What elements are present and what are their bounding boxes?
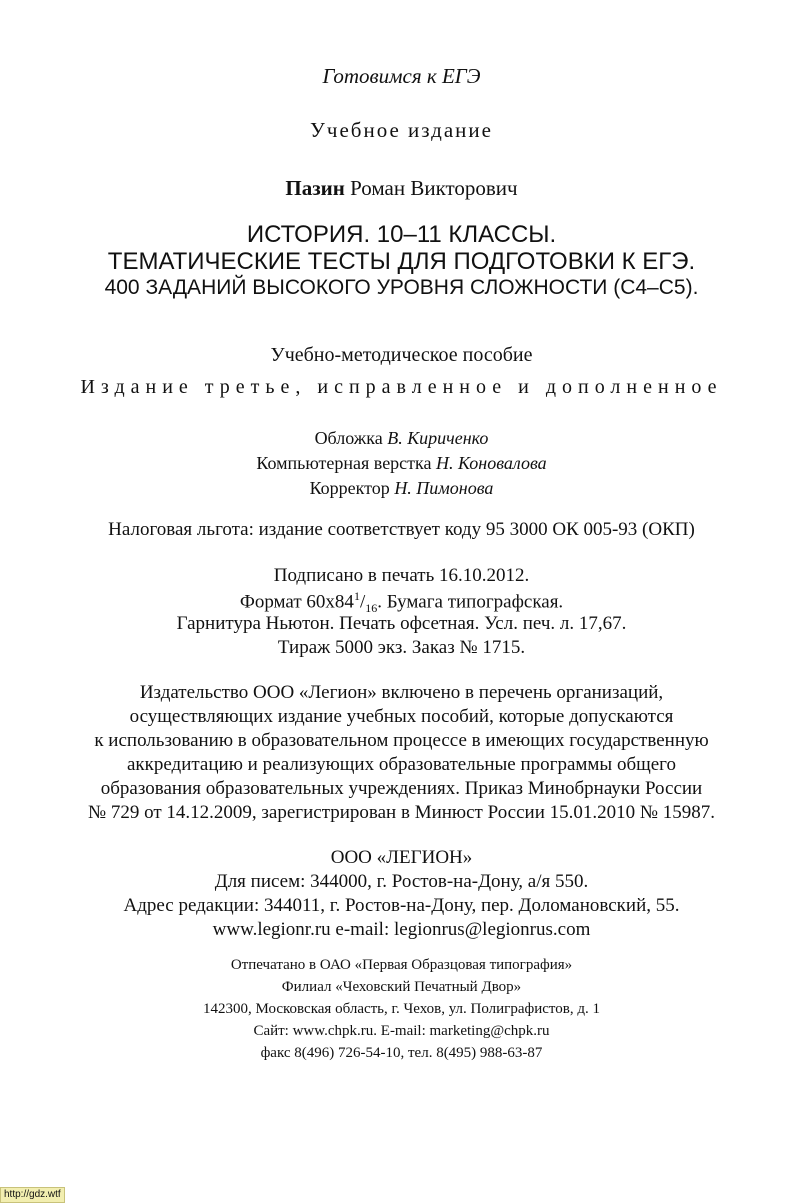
edition-type: Учебное издание (310, 118, 493, 142)
print-font: Гарнитура Ньютон. Печать офсетная. Усл. печ. л. 17,67. (176, 613, 627, 634)
format-numerator: 1 (353, 589, 360, 603)
print-run: Тираж 5000 экз. Заказ № 1715. (277, 637, 526, 658)
tax-note: Налоговая льгота: издание соответствует коду 95 3000 ОК 005-93 (ОКП) (108, 519, 695, 540)
source-watermark: http://gdz.wtf (0, 1187, 65, 1203)
print-signed: Подписано в печать 16.10.2012. (273, 565, 530, 586)
credit-proofreader (40, 478, 763, 499)
book-title-line-2: ТЕМАТИЧЕСКИЕ ТЕСТЫ ДЛЯ ПОДГОТОВКИ К ЕГЭ. (107, 248, 696, 275)
format-suffix: . Бумага типографская. (377, 591, 564, 613)
format-denominator: 16 (365, 601, 378, 616)
printer-line: 142300, Московская область, г. Чехов, ул. Полиграфистов, д. 1 (203, 1001, 600, 1017)
accreditation-line: Издательство ООО «Легион» включено в перечень организаций, (139, 682, 664, 703)
author-given-name: Роман Викторович (350, 176, 518, 200)
publisher-web: www.legionr.ru e-mail: legionrus@legionrus.com (212, 919, 591, 940)
accreditation-line: образования образовательных учреждениях. Приказ Минобрнауки России (100, 778, 703, 799)
credit-name: В. Кириченко (387, 428, 489, 448)
edition-statement: Издание третье, исправленное и дополненное (80, 376, 723, 398)
credit-name: Н. Пимонова (394, 478, 494, 498)
accreditation-line: к использованию в образовательном процессе в имеющих государственную (94, 730, 709, 751)
credit-layout (40, 453, 763, 474)
credit-role: Корректор (309, 478, 390, 498)
publisher-name: ООО «ЛЕГИОН» (330, 847, 473, 868)
series-name: Готовимся к ЕГЭ (322, 64, 481, 88)
credit-name: Н. Коновалова (436, 453, 547, 473)
book-title-line-3: 400 ЗАДАНИЙ ВЫСОКОГО УРОВНЯ СЛОЖНОСТИ (С4–С5). (104, 276, 699, 299)
printer-line: Филиал «Чеховский Печатный Двор» (281, 979, 522, 995)
genre: Учебно-методическое пособие (270, 344, 533, 366)
credit-role: Обложка (314, 428, 383, 448)
credit-cover (40, 428, 763, 449)
author-surname: Пазин (285, 176, 345, 200)
publisher-office-address: Адрес редакции: 344011, г. Ростов-на-Дону, пер. Доломановский, 55. (123, 895, 680, 916)
author (40, 176, 763, 201)
printer-line: факс 8(496) 726-54-10, тел. 8(495) 988-63-87 (260, 1045, 543, 1061)
credit-role: Компьютерная верстка (256, 453, 432, 473)
print-format: Формат $60x84^1/_{16}$. Бумага типографская. (239, 589, 564, 616)
publisher-mail-address: Для писем: 344000, г. Ростов-на-Дону, а/я 550. (214, 871, 589, 892)
printer-line: Отпечатано в ОАО «Первая Образцовая типография» (230, 957, 573, 973)
accreditation-line: осуществляющих издание учебных пособий, которые допускаются (129, 706, 674, 727)
format-prefix: Формат 60x84 (239, 591, 354, 613)
accreditation-line: аккредитацию и реализующих образовательные программы общего (126, 754, 676, 775)
book-title-line-1: ИСТОРИЯ. 10–11 КЛАССЫ. (246, 221, 557, 248)
printer-line: Сайт: www.chpk.ru. E-mail: marketing@chpk.ru (253, 1023, 550, 1039)
accreditation-line: № 729 от 14.12.2009, зарегистрирован в Минюст России 15.01.2010 № 15987. (88, 802, 715, 823)
